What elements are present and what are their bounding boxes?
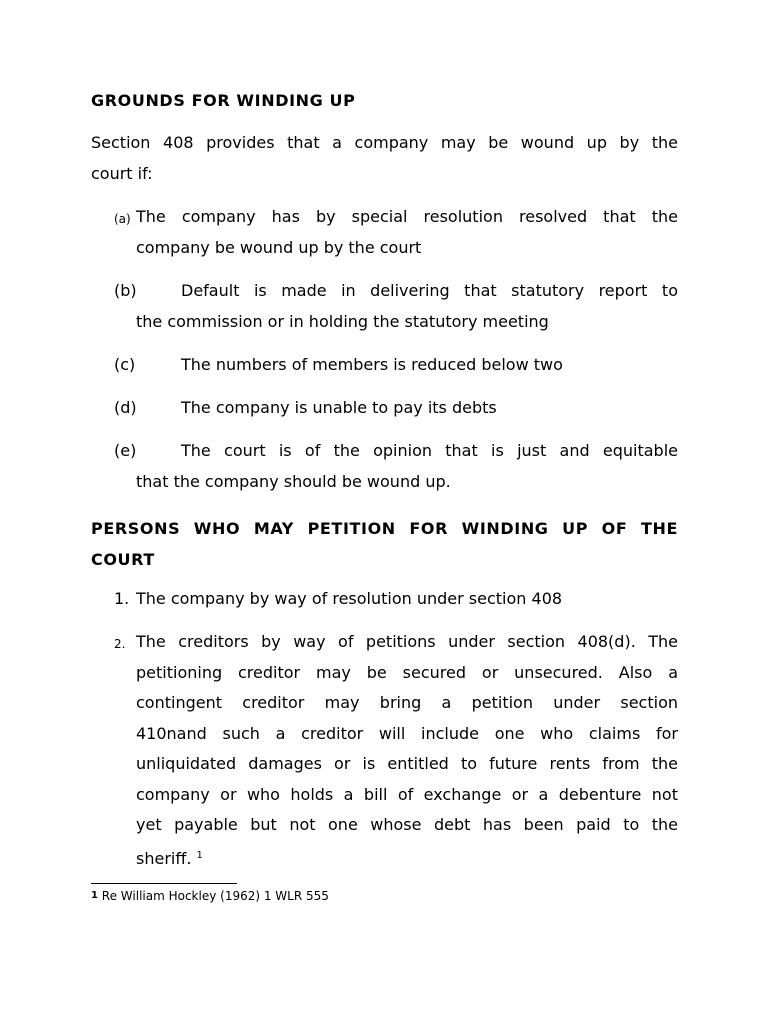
intro-line: court if: xyxy=(91,163,153,183)
ground-text: The numbers of members is reduced below two xyxy=(181,355,563,374)
petitioner-line-last xyxy=(136,841,678,875)
list-marker: 2. xyxy=(114,637,126,651)
list-marker: (a) xyxy=(114,212,131,226)
ground-line: The court is of the opinion that is just and equitable xyxy=(181,441,678,460)
heading-line: COURT xyxy=(91,549,155,569)
ground-line: The company has by special resolution resolved that the xyxy=(136,207,678,226)
footnote-text: Re William Hockley (1962) 1 WLR 555 xyxy=(101,889,329,903)
petitioner-text: The company by way of resolution under section 408 xyxy=(136,589,563,608)
petitioner-line: unliquidated damages or is entitled to future rents from the xyxy=(136,754,678,773)
ground-text-continued xyxy=(136,467,451,498)
ground-text-continued xyxy=(136,307,549,338)
list-marker: (d) xyxy=(114,398,137,417)
ground-line: company be wound up by the court xyxy=(136,237,422,257)
intro-line: Section 408 provides that a company may be wound up by the xyxy=(91,133,678,152)
heading-persons-who-may-petition xyxy=(91,514,678,575)
footnote-reference[interactable]: 1 xyxy=(196,849,203,861)
footnote-mark: 1 xyxy=(91,890,98,901)
petitioner-line: yet payable but not one whose debt has been paid to the xyxy=(136,815,678,834)
footnote-separator xyxy=(91,883,237,884)
ground-text: The company is unable to pay its debts xyxy=(181,398,497,417)
list-marker: 1. xyxy=(114,589,130,608)
intro-paragraph xyxy=(91,128,678,189)
list-marker: (e) xyxy=(114,441,137,460)
petitioner-text xyxy=(136,627,678,874)
footnote xyxy=(91,888,329,904)
ground-line: the commission or in holding the statutory meeting xyxy=(136,311,549,331)
heading-line: PERSONS WHO MAY PETITION FOR WINDING UP OF THE xyxy=(91,519,678,538)
ground-text xyxy=(181,276,678,307)
ground-line: that the company should be wound up. xyxy=(136,471,451,491)
ground-text xyxy=(181,436,678,467)
petitioner-line: sheriff. xyxy=(136,848,192,868)
petitioner-line: 410nand such a creditor will include one who claims for xyxy=(136,723,678,743)
ground-line: Default is made in delivering that statutory report to xyxy=(181,281,678,300)
petitioner-line: petitioning creditor may be secured or unsecured. Also a xyxy=(136,662,678,682)
petitioner-line: contingent creditor may bring a petition under section xyxy=(136,693,678,712)
petitioner-line: The creditors by way of petitions under section 408(d). The xyxy=(136,632,678,651)
petitioner-line: company or who holds a bill of exchange or a debenture not xyxy=(136,784,678,804)
ground-text xyxy=(136,202,678,263)
heading-grounds-for-winding-up: GROUNDS FOR WINDING UP xyxy=(91,91,356,110)
list-marker: (c) xyxy=(114,355,136,374)
list-marker: (b) xyxy=(114,281,137,300)
